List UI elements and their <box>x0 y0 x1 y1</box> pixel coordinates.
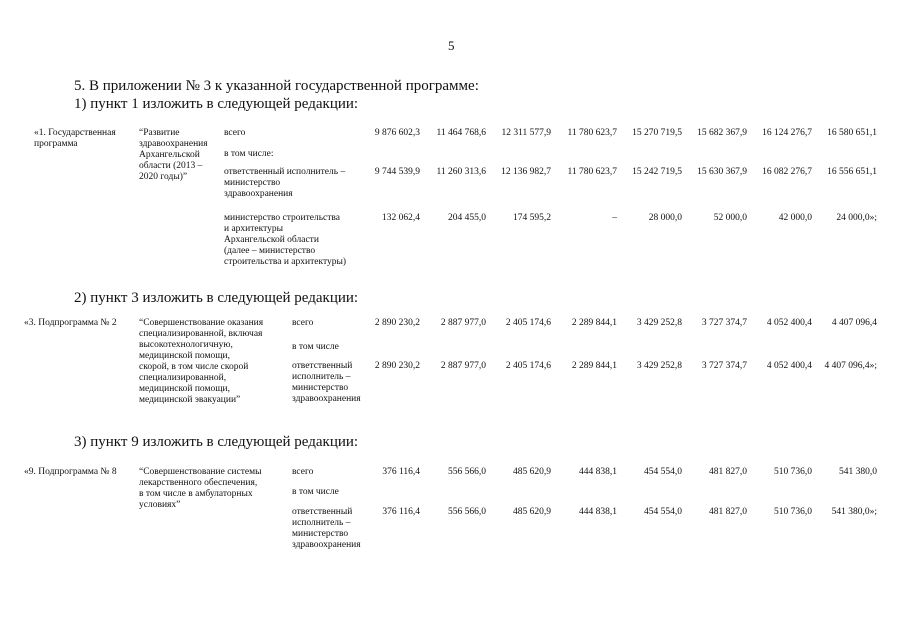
value-cell: 11 780 623,7 <box>567 167 617 177</box>
section-3-row-executor-desc: ответственный исполнитель – министерство здравоохранения <box>292 507 361 550</box>
value-cell: 2 890 230,2 <box>374 318 420 328</box>
value-cell: 4 407 096,4 <box>831 318 877 328</box>
section-3-row-total-desc: всего <box>292 467 314 477</box>
section-1-label: «1. Государственная программа <box>34 128 116 149</box>
value-cell: 485 620,9 <box>513 507 551 517</box>
value-cell: 16 124 276,7 <box>762 128 812 138</box>
section-3-program-name: “Совершенствование системы лекарственного обеспечения, в том числе в амбулаторных условиях” <box>139 467 262 510</box>
value-cell: 16 580 651,1 <box>827 128 877 138</box>
value-cell: 11 464 768,6 <box>436 128 486 138</box>
value-cell: 15 242 719,5 <box>632 167 682 177</box>
value-cell: 3 429 252,8 <box>636 318 682 328</box>
value-cell: 3 429 252,8 <box>636 361 682 371</box>
value-cell: 444 838,1 <box>579 507 617 517</box>
section-2-row-executor-desc: ответственный исполнитель – министерство здравоохранения <box>292 361 361 404</box>
value-cell: 4 407 096,4»; <box>824 361 877 371</box>
heading-3: 3) пункт 9 изложить в следующей редакции: <box>74 434 359 450</box>
value-cell: 2 405 174,6 <box>505 318 551 328</box>
value-cell: 454 554,0 <box>644 507 682 517</box>
section-1-row-total-desc: всего <box>224 128 246 138</box>
section-1-row-including-desc: в том числе: <box>224 149 274 159</box>
value-cell: 12 136 982,7 <box>501 167 551 177</box>
value-cell: 28 000,0 <box>648 213 682 223</box>
value-cell: 376 116,4 <box>382 467 420 477</box>
page-number: 5 <box>448 38 455 53</box>
value-cell: 174 595,2 <box>513 213 551 223</box>
value-cell: 132 062,4 <box>382 213 420 223</box>
value-cell: 9 744 539,9 <box>374 167 420 177</box>
value-cell: 4 052 400,4 <box>766 318 812 328</box>
value-cell: 2 289 844,1 <box>571 361 617 371</box>
value-cell: 12 311 577,9 <box>501 128 551 138</box>
value-cell: 204 455,0 <box>448 213 486 223</box>
section-3-label: «9. Подпрограмма № 8 <box>24 467 117 477</box>
section-3-row-including-desc: в том числе <box>292 487 339 497</box>
value-cell: 15 630 367,9 <box>697 167 747 177</box>
value-cell: 15 682 367,9 <box>697 128 747 138</box>
section-2-row-including-desc: в том числе <box>292 342 339 352</box>
section-2-row-total-desc: всего <box>292 318 314 328</box>
value-cell: 9 876 602,3 <box>374 128 420 138</box>
value-cell: 510 736,0 <box>774 507 812 517</box>
value-cell: 2 289 844,1 <box>571 318 617 328</box>
value-cell: 52 000,0 <box>713 213 747 223</box>
intro-line-2: 1) пункт 1 изложить в следующей редакции: <box>74 96 359 112</box>
value-cell: 16 556 651,1 <box>827 167 877 177</box>
value-cell: 11 260 313,6 <box>436 167 486 177</box>
value-cell: 11 780 623,7 <box>567 128 617 138</box>
value-cell: 3 727 374,7 <box>701 318 747 328</box>
section-1-row-construction-desc: министерство строительства и архитектуры Архангельской области (далее – министерство строительства и архитектуры) <box>224 213 347 267</box>
section-2-label: «3. Подпрограмма № 2 <box>24 318 117 328</box>
value-cell: 3 727 374,7 <box>701 361 747 371</box>
value-cell: 2 887 977,0 <box>440 318 486 328</box>
intro-line-1: 5. В приложении № 3 к указанной государственной программе: <box>74 78 479 94</box>
value-cell: 556 566,0 <box>448 507 486 517</box>
value-cell: 376 116,4 <box>382 507 420 517</box>
value-cell: – <box>612 213 617 223</box>
value-cell: 444 838,1 <box>579 467 617 477</box>
value-cell: 2 887 977,0 <box>440 361 486 371</box>
value-cell: 481 827,0 <box>709 507 747 517</box>
value-cell: 4 052 400,4 <box>766 361 812 371</box>
value-cell: 24 000,0»; <box>836 213 877 223</box>
value-cell: 2 405 174,6 <box>505 361 551 371</box>
value-cell: 15 270 719,5 <box>632 128 682 138</box>
value-cell: 541 380,0 <box>839 467 877 477</box>
value-cell: 16 082 276,7 <box>762 167 812 177</box>
value-cell: 556 566,0 <box>448 467 486 477</box>
value-cell: 42 000,0 <box>778 213 812 223</box>
section-1-row-executor-desc: ответственный исполнитель – министерство здравоохранения <box>224 167 346 199</box>
section-1-program-name: “Развитие здравоохранения Архангельской области (2013 – 2020 годы)” <box>139 128 208 182</box>
value-cell: 510 736,0 <box>774 467 812 477</box>
heading-2: 2) пункт 3 изложить в следующей редакции: <box>74 290 359 306</box>
value-cell: 485 620,9 <box>513 467 551 477</box>
value-cell: 541 380,0»; <box>831 507 877 517</box>
value-cell: 481 827,0 <box>709 467 747 477</box>
value-cell: 454 554,0 <box>644 467 682 477</box>
value-cell: 2 890 230,2 <box>374 361 420 371</box>
section-2-program-name: “Совершенствование оказания специализированной, включая высокотехнологичную, медицинской помощи, скорой, в том числе скорой специализированной, медицинской помощи, медицинской эвакуации” <box>139 318 264 405</box>
